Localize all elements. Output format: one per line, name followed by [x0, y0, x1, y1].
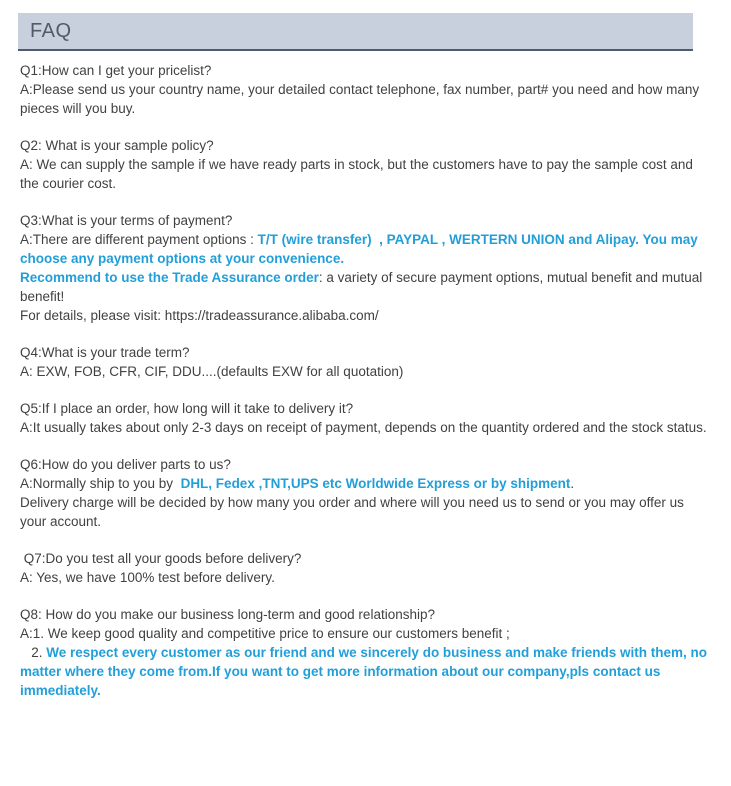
highlighted-text-run: Recommend to use the Trade Assurance order: [20, 270, 319, 285]
text-run: For details, please visit: https://tradeassurance.alibaba.com/: [20, 308, 379, 323]
faq-block-q7: [20, 549, 711, 587]
faq-block-q5: [20, 399, 711, 437]
faq-block-q6: [20, 455, 711, 531]
text-run: A:1. We keep good quality and competitive price to ensure our customers benefit ;: [20, 626, 510, 641]
text-run: A:Normally ship to you by: [20, 476, 177, 491]
faq-section-header: [18, 13, 693, 51]
text-run: Q8: How do you make our business long-term and good relationship?: [20, 607, 435, 622]
highlighted-text-run: T/T (wire transfer) , PAYPAL , WERTERN UNION and Alipay. You may choose any payment options at your convenience.: [20, 232, 702, 266]
highlighted-text-run: DHL, Fedex ,TNT,UPS etc Worldwide Express or by shipment: [176, 476, 571, 491]
text-run: Q4:What is your trade term?: [20, 345, 190, 360]
text-run: A:Please send us your country name, your detailed contact telephone, fax number, part# you need and how many pieces will you buy.: [20, 82, 703, 116]
text-run: Q2: What is your sample policy?: [20, 138, 214, 153]
text-run: : a variety of secure payment options, mutual benefit and mutual benefit!: [20, 270, 707, 304]
text-run: A: EXW, FOB, CFR, CIF, DDU....(defaults EXW for all quotation): [20, 364, 404, 379]
text-run: A: We can supply the sample if we have ready parts in stock, but the customers have to pay the sample cost and the courier cost.: [20, 157, 697, 191]
faq-block-q1: [20, 61, 711, 118]
text-run: A: Yes, we have 100% test before delivery.: [20, 570, 275, 585]
highlighted-text-run: We respect every customer as our friend and we sincerely do business and make friends with them, no matter where they come from.If you want to get more information about our company,pls contact us immediately.: [20, 645, 711, 698]
faq-block-q3: [20, 211, 711, 325]
faq-block-q4: [20, 343, 711, 381]
text-run: Q1:How can I get your pricelist?: [20, 63, 212, 78]
faq-block-q8: [20, 605, 711, 700]
text-run: A:There are different payment options :: [20, 232, 258, 247]
text-run: Q7:Do you test all your goods before delivery?: [20, 551, 302, 566]
text-run: Q5:If I place an order, how long will it take to delivery it?: [20, 401, 354, 416]
text-run: .: [570, 476, 575, 491]
text-run: 2.: [20, 645, 47, 660]
faq-block-q2: [20, 136, 711, 193]
faq-content: [0, 51, 731, 700]
text-run: Delivery charge will be decided by how many you order and where will you need us to send or you may offer us your account.: [20, 495, 688, 529]
page-title: FAQ: [30, 19, 72, 42]
text-run: A:It usually takes about only 2-3 days on receipt of payment, depends on the quantity ordered and the stock status.: [20, 420, 707, 435]
text-run: Q6:How do you deliver parts to us?: [20, 457, 231, 472]
text-run: Q3:What is your terms of payment?: [20, 213, 233, 228]
